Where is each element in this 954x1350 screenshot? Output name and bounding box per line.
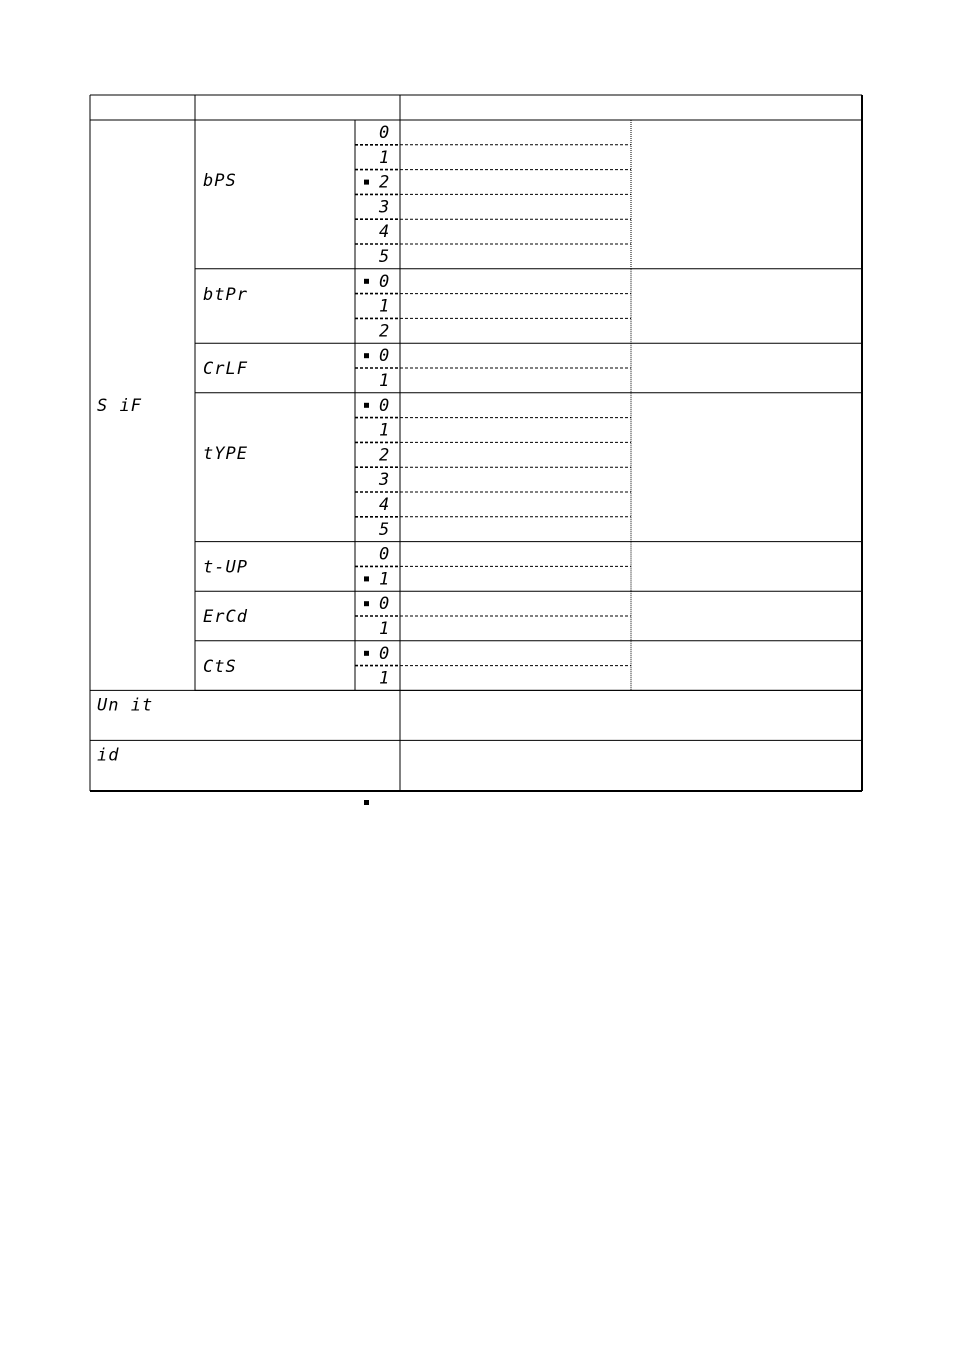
setting-code: CtS [203, 656, 237, 677]
setting-value: 1 [379, 668, 390, 689]
setting-value: 2 [379, 445, 390, 466]
setting-value: 1 [379, 619, 390, 639]
setting-value: 1 [379, 296, 390, 317]
setting-value: 1 [379, 147, 390, 168]
setting-code: btPr [203, 284, 248, 305]
extra-code: id [97, 745, 120, 766]
setting-value: 0 [379, 594, 390, 615]
default-marker [364, 279, 369, 284]
default-note [364, 800, 369, 805]
default-marker [364, 576, 369, 581]
setting-value: 1 [379, 420, 390, 441]
setting-value: 4 [379, 495, 390, 515]
setting-code: CrLF [203, 359, 248, 380]
setting-code: tYPE [203, 443, 248, 464]
setting-value: 2 [379, 172, 390, 193]
group-code: S iF [97, 396, 142, 417]
setting-value: 2 [379, 321, 390, 342]
setting-value: 0 [379, 123, 390, 143]
setting-code: ErCd [203, 607, 248, 628]
default-marker [364, 180, 369, 185]
setting-value: 5 [379, 247, 390, 267]
setting-code: t-UP [203, 557, 248, 578]
setting-value: 0 [379, 544, 390, 565]
default-marker [364, 353, 369, 358]
setting-value: 0 [379, 271, 390, 292]
extra-code: Un it [97, 695, 154, 716]
default-marker-legend [364, 800, 369, 805]
setting-value: 3 [379, 470, 390, 491]
setting-value: 1 [379, 569, 390, 590]
setting-value: 0 [379, 346, 390, 367]
table-labels [97, 123, 389, 765]
setting-value: 0 [379, 395, 390, 416]
default-marker [364, 601, 369, 606]
setting-value: 4 [379, 222, 390, 243]
default-marker [364, 403, 369, 408]
setting-code: bPS [203, 171, 237, 191]
default-marker [364, 651, 369, 656]
setting-value: 5 [379, 519, 390, 540]
setting-value: 0 [379, 643, 390, 664]
setting-value: 1 [379, 371, 390, 391]
setting-value: 3 [379, 197, 390, 218]
